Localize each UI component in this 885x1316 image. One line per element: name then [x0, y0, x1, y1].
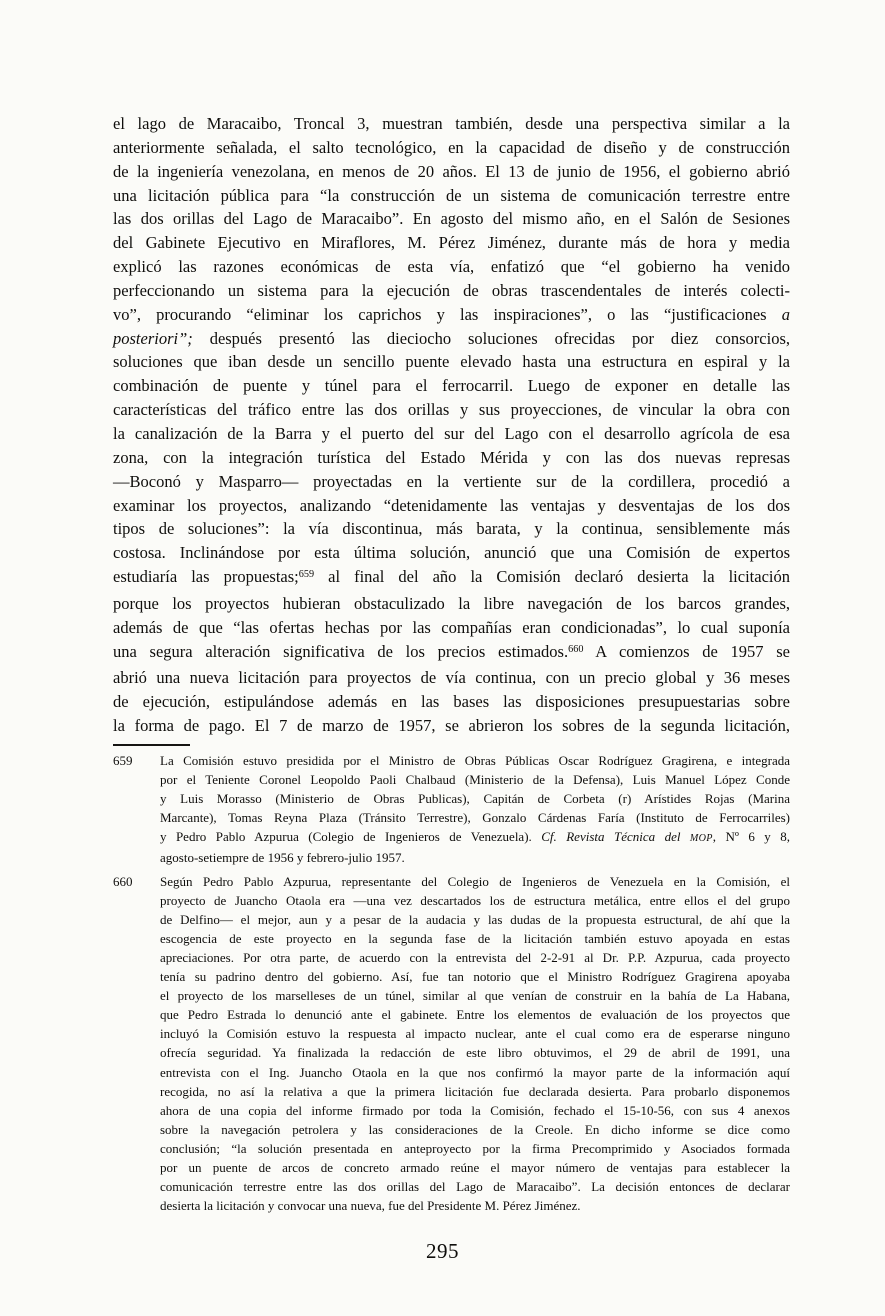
- text-line: explicó las razones económicas de esta vía, enfatizó que “el gobierno ha venido: [113, 257, 790, 277]
- text-line: de Delfino— el mejor, aun y a pesar de la audacia y las dudas de la propuesta estructural, de ahí que la: [160, 911, 790, 927]
- text-line: por el Teniente Coronel Leopoldo Paoli Chalbaud (Ministerio de la Defensa), Luis Manuel López Conde: [160, 772, 790, 788]
- text-line: que Pedro Estrada lo denunció ante el gabinete. Entre los elementos de evaluación de los proyectos que: [160, 1007, 790, 1023]
- text-line: perfeccionando un sistema para la ejecución de obras trascendentales de interés colecti-: [113, 280, 790, 300]
- text-line: la canalización de la Barra y el puerto del sur del Lago con el desarrollo agrícola de esa: [113, 423, 790, 443]
- text-line: anteriormente señalada, el salto tecnológico, en la capacidad de diseño y de construcción: [113, 137, 790, 157]
- text-line: costosa. Inclinándose por esta última solución, anunció que una Comisión de expertos: [113, 543, 790, 563]
- footnote-number: 660: [113, 873, 133, 889]
- text-line: recogida, no así la relativa a que la primera licitación fue declarada desierta. Para probarlo disponemos: [160, 1083, 790, 1099]
- text-segment: MOP: [689, 833, 713, 845]
- text-line: ahora de una copia del informe firmado por toda la Comisión, fechado el 15-10-56, con sus 4 anexos: [160, 1102, 790, 1118]
- text-line: del Gabinete Ejecutivo en Miraflores, M. Pérez Jiménez, durante más de hora y media: [113, 233, 790, 253]
- text-line: sobre la navegación petrolera y las consideraciones de la Creole. En dicho informe se dice como: [160, 1121, 790, 1137]
- footnotes-section: [113, 751, 790, 1219]
- text-line: soluciones que iban desde un sencillo puente elevado hasta una estructura en espiral y la: [113, 352, 790, 372]
- footnote-ref: 660: [568, 643, 584, 655]
- text-line: Según Pedro Pablo Azpurua, representante del Colegio de Ingenieros de Venezuela en la Comisión, el: [160, 873, 790, 889]
- footnote-text: [160, 872, 790, 1216]
- text-line: tenía su padrino dentro del gobierno. Así, fue tan notorio que el Ministro Rodríguez Gragirena apoyaba: [160, 969, 790, 985]
- text-line: Marcante), Tomas Reyna Plaza (Tránsito Terrestre), Gonzalo Cárdenas Faría (Instituto de Ferrocarriles): [160, 810, 790, 826]
- text-line: una segura alteración significativa de los precios estimados.$^{660}$ A comienzos de 1957 se: [113, 641, 790, 661]
- text-line: una licitación pública para “la construcción de un sistema de comunicación terrestre entre: [113, 185, 790, 205]
- text-line: La Comisión estuvo presidida por el Ministro de Obras Públicas Oscar Rodríguez Gragirena, e integrada: [160, 753, 790, 768]
- main-paragraph: [113, 112, 790, 738]
- text-line: el proyecto de los marselleses de un túnel, similar al que venían de construir en la bahía de La Habana,: [160, 988, 790, 1004]
- footnote-number: 659: [113, 753, 133, 768]
- text-line: de ejecución, estipulándose además en las bases las disposiciones presupuestarias sobre: [113, 692, 790, 712]
- text-line: apreciaciones. Por otra parte, de acuerdo con la entrevista del 2-2-91 al Dr. P.P. Azpurua, cada proyecto: [160, 949, 790, 965]
- text-line: combinación de puente y túnel para el ferrocarril. Luego de exponer en detalle las: [113, 376, 790, 396]
- page-number: 295: [426, 1239, 459, 1263]
- text-segment: Cf. Revista Técnica del: [541, 829, 690, 845]
- text-line: estudiaría las propuestas;$^{659}$ al final del año la Comisión declaró desierta la licitación: [113, 567, 790, 587]
- footnote-659: [113, 751, 790, 868]
- footnote-separator-rule: [113, 744, 190, 746]
- footnote-ref: 659: [298, 569, 315, 581]
- text-line: y Pedro Pablo Azpurua (Colegio de Ingenieros de Venezuela). Cf. Revista Técnica del MOP, Nº 6 y 8,: [160, 829, 790, 845]
- text-line: agosto-setiempre de 1956 y febrero-julio 1957.: [160, 850, 405, 866]
- footnote-660: [113, 872, 790, 1216]
- text-line: y Luis Morasso (Ministerio de Obras Publicas), Capitán de Corbeta (r) Arístides Rojas (Marina: [160, 791, 790, 807]
- text-line: las dos orillas del Lago de Maracaibo”. En agosto del mismo año, en el Salón de Sesiones: [113, 209, 790, 229]
- text-line: el lago de Maracaibo, Troncal 3, muestran también, desde una perspectiva similar a la: [113, 114, 790, 133]
- text-line: características del tráfico entre las dos orillas y sus proyecciones, de vincular la obra con: [113, 400, 790, 420]
- text-line: zona, con la integración turística del Estado Mérida y con las dos nuevas represas: [113, 447, 790, 467]
- text-line: tipos de soluciones”: la vía discontinua, más barata, y la continua, sensiblemente más: [113, 519, 790, 539]
- text-line: proyecto de Juancho Otaola era —una vez descartados los de estructura metálica, entre ellos el del grupo: [160, 892, 790, 908]
- text-line: desierta la licitación y convocar una nueva, fue del Presidente M. Pérez Jiménez.: [160, 1198, 581, 1214]
- text-line: —Boconó y Masparro— proyectadas en la vertiente sur de la cordillera, procedió a: [113, 471, 790, 491]
- text-line: porque los proyectos hubieran obstaculizado la libre navegación de los barcos grandes,: [113, 593, 790, 613]
- text-line: abrió una nueva licitación para proyectos de vía continua, con un precio global y 36 meses: [113, 668, 790, 688]
- text-line: vo”, procurando “eliminar los caprichos y las inspiraciones”, o las “justificaciones a: [113, 304, 790, 324]
- text-line: por un puente de arcos de concreto armado reúne el mayor número de ventajas para establecer la: [160, 1159, 790, 1175]
- text-line: examinar los proyectos, analizando “detenidamente las ventajas y desventajas de los dos: [113, 495, 790, 515]
- text-segment: posteriori”;: [113, 328, 193, 348]
- text-line: entrevista con el Ing. Juancho Otaola en la que nos confirmó la mayor parte de la información aquí: [160, 1064, 790, 1080]
- text-segment: a: [781, 304, 790, 324]
- text-line: conclusión; “la solución presentada en anteproyecto por la firma Precomprimido y Asociados formada: [160, 1140, 790, 1156]
- text-line: posteriori”; después presentó las dieciocho soluciones ofrecidas por diez consorcios,: [113, 328, 790, 348]
- text-line: comunicación terrestre entre las dos orillas del Lago de Maracaibo”. La decisión entonces de declarar: [160, 1179, 790, 1195]
- text-line: escogencia de este proyecto en la segunda fase de la licitación también estuvo apoyada en estas: [160, 930, 790, 946]
- text-line: ofrecía seguridad. Ya finalizada la redacción de este libro obtuvimos, el 29 de abril de 1991, una: [160, 1045, 790, 1061]
- text-line: de la ingeniería venezolana, en menos de 20 años. El 13 de junio de 1956, el gobierno abrió: [113, 161, 790, 181]
- footnote-text: [160, 751, 790, 868]
- text-line: además de que “las ofertas hechas por las compañías eran condicionadas”, lo cual suponía: [113, 617, 790, 637]
- text-line: incluyó la Comisión estuvo la respuesta al impacto nuclear, ante el cual como era de esperarse ninguno: [160, 1026, 790, 1042]
- text-line: la forma de pago. El 7 de marzo de 1957, se abrieron los sobres de la segunda licitación,: [113, 716, 790, 736]
